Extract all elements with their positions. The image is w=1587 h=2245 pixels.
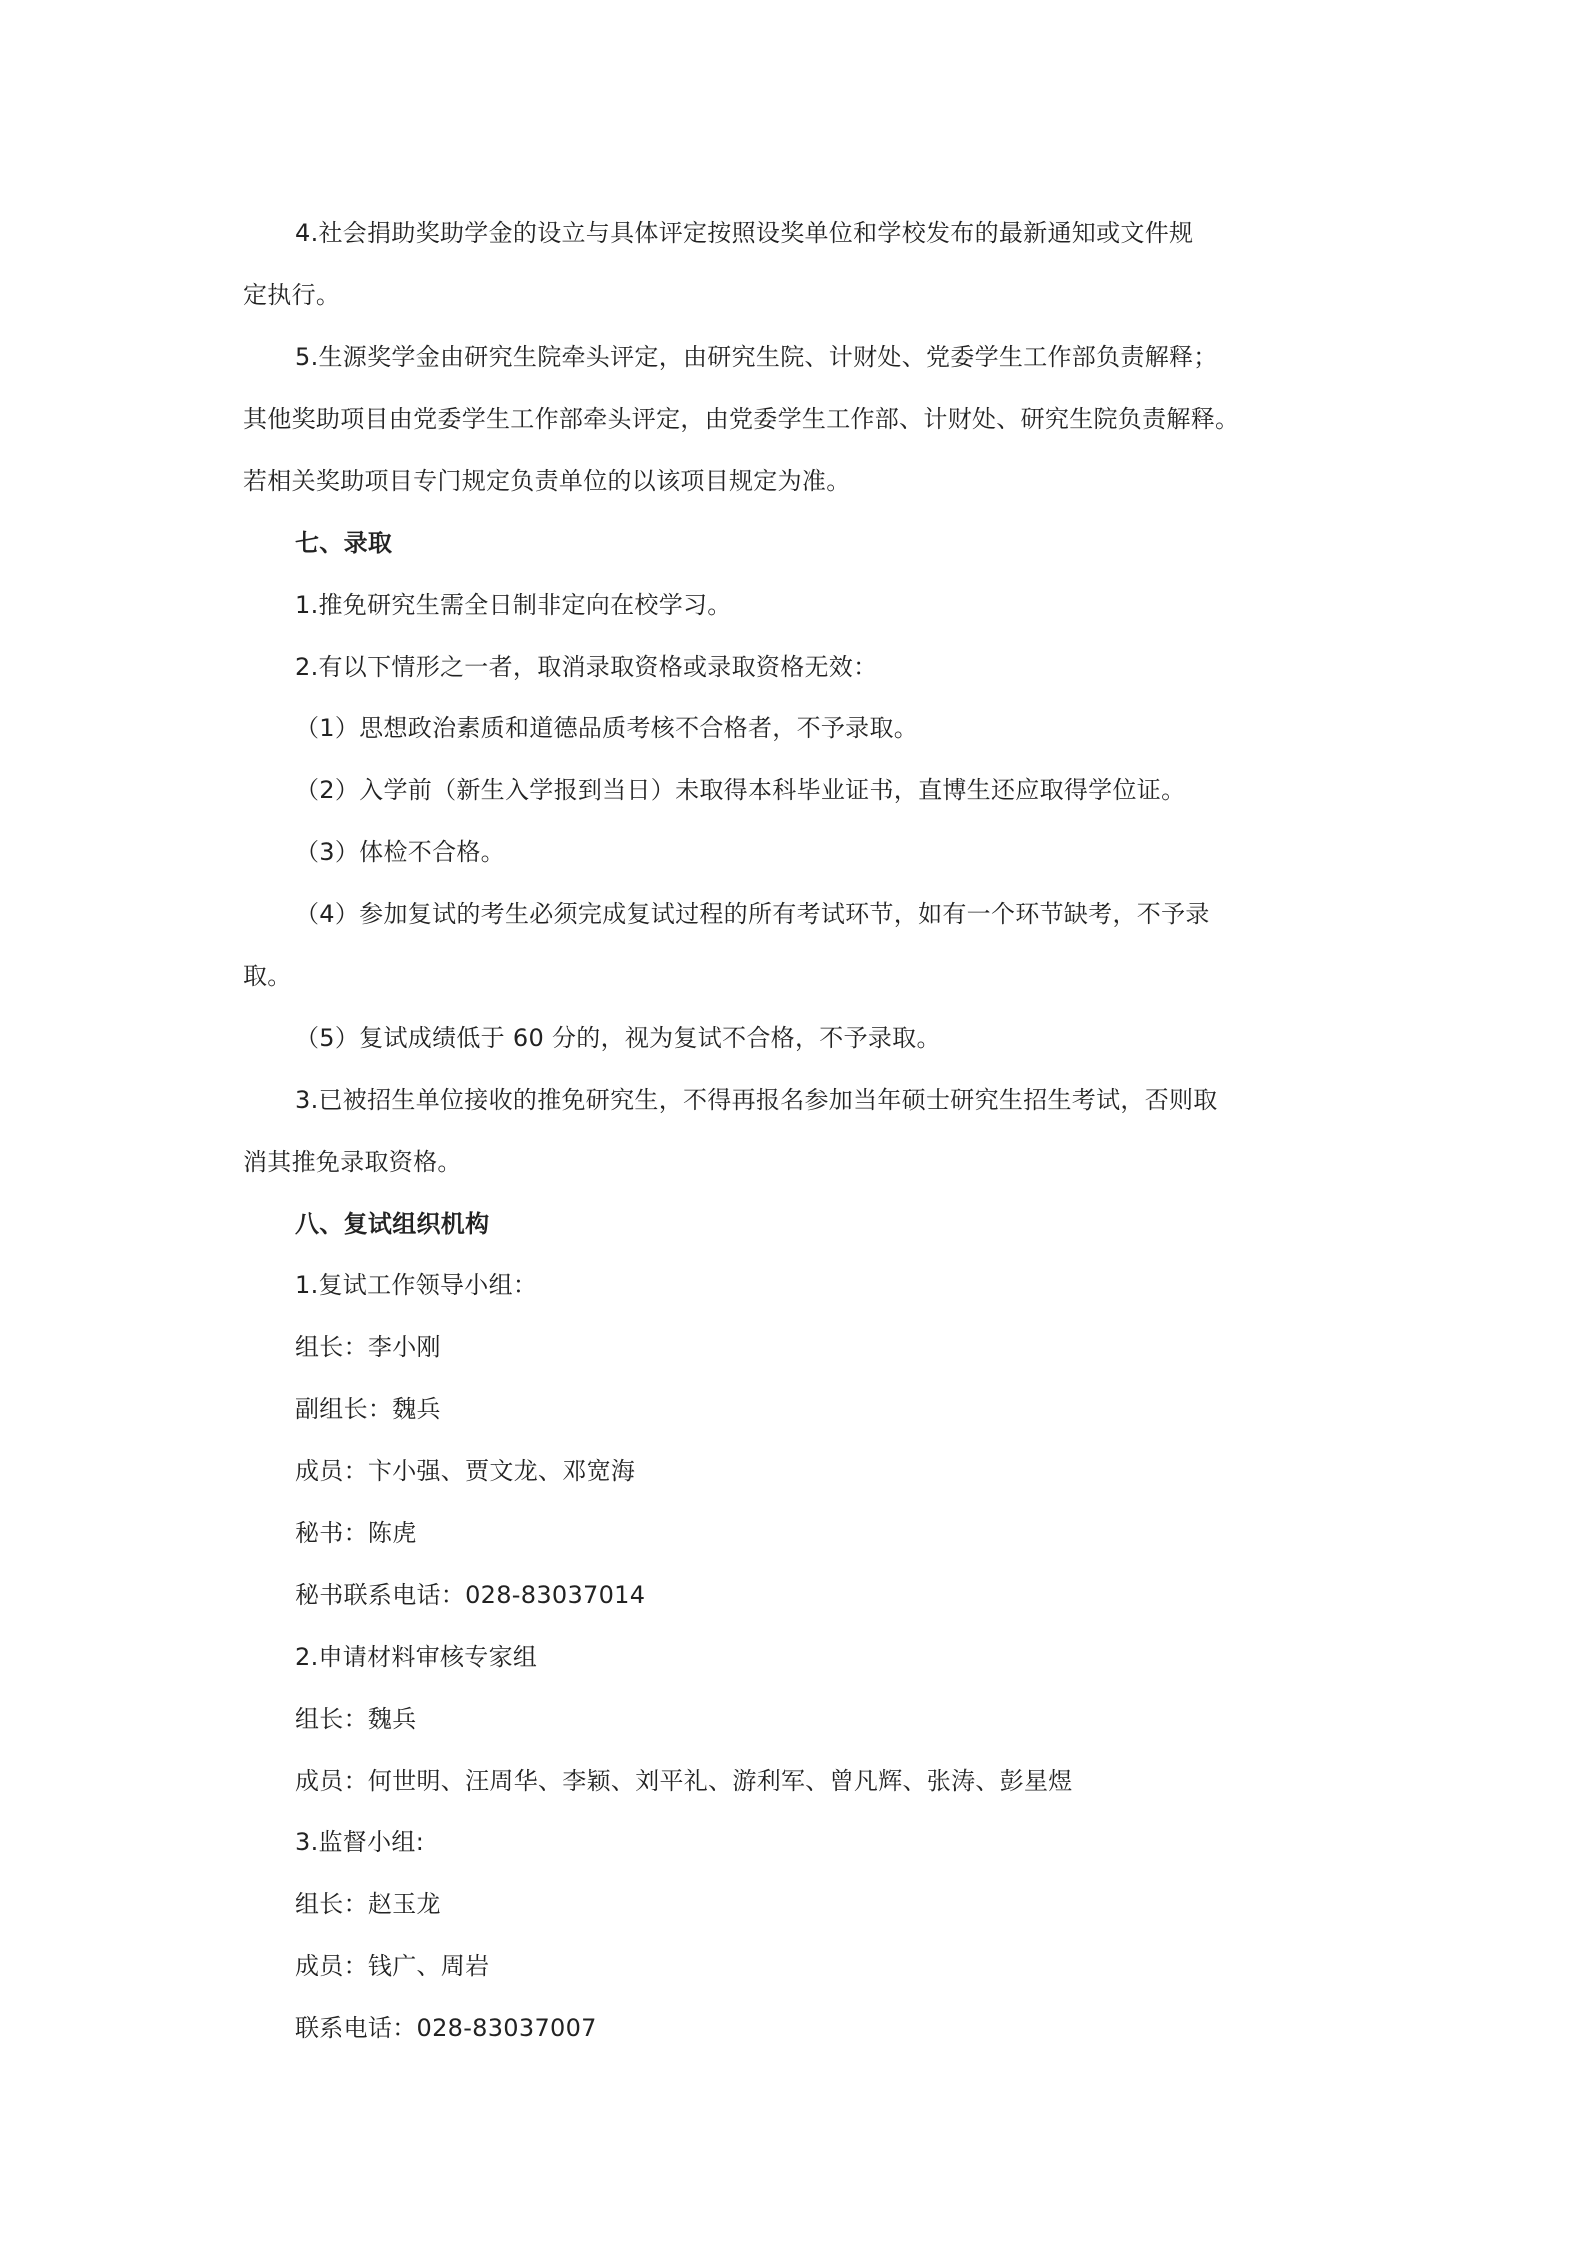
paragraph-line: 若相关奖助项目专门规定负责单位的以该项目规定为准。 <box>243 467 851 495</box>
paragraph-line: 1.复试工作领导小组： <box>295 1271 538 1299</box>
paragraph-line: 2.有以下情形之一者，取消录取资格或录取资格无效： <box>295 653 878 681</box>
paragraph-line: 成员：何世明、汪周华、李颖、刘平礼、游利军、曾凡辉、张涛、彭星煜 <box>295 1767 1073 1795</box>
paragraph-line: 联系电话：028-83037007 <box>295 2014 597 2042</box>
paragraph-line: 1.推免研究生需全日制非定向在校学习。 <box>295 591 732 619</box>
paragraph-line: 3.监督小组: <box>295 1828 425 1856</box>
paragraph-line: 秘书：陈虎 <box>295 1519 417 1547</box>
paragraph-line: 副组长：魏兵 <box>295 1395 441 1423</box>
paragraph-line: 5.生源奖学金由研究生院牵头评定，由研究生院、计财处、党委学生工作部负责解释； <box>295 343 1218 371</box>
paragraph-line: 消其推免录取资格。 <box>243 1148 462 1176</box>
paragraph-line: 3.已被招生单位接收的推免研究生，不得再报名参加当年硕士研究生招生考试，否则取 <box>295 1086 1218 1114</box>
paragraph-line: 取。 <box>243 962 292 990</box>
section-heading: 七、录取 <box>295 529 393 557</box>
paragraph-line: 成员：钱广、周岩 <box>295 1952 490 1980</box>
paragraph-line: 4.社会捐助奖助学金的设立与具体评定按照设奖单位和学校发布的最新通知或文件规 <box>295 219 1194 247</box>
paragraph-line: 组长：李小刚 <box>295 1333 441 1361</box>
paragraph-line: 组长：赵玉龙 <box>295 1890 441 1918</box>
section-heading: 八、复试组织机构 <box>295 1210 490 1238</box>
paragraph-line: 2.申请材料审核专家组 <box>295 1643 538 1671</box>
paragraph-line: 组长：魏兵 <box>295 1705 417 1733</box>
list-item: （3）体检不合格。 <box>295 838 505 866</box>
paragraph-line: 定执行。 <box>243 281 341 309</box>
paragraph-line: 其他奖助项目由党委学生工作部牵头评定，由党委学生工作部、计财处、研究生院负责解释。 <box>243 405 1240 433</box>
paragraph-line: 成员：卞小强、贾文龙、邓宽海 <box>295 1457 636 1485</box>
list-item: （1）思想政治素质和道德品质考核不合格者，不予录取。 <box>295 714 919 742</box>
list-item: （5）复试成绩低于 60 分的，视为复试不合格，不予录取。 <box>295 1024 941 1052</box>
paragraph-line: 秘书联系电话：028-83037014 <box>295 1581 646 1609</box>
list-item: （4）参加复试的考生必须完成复试过程的所有考试环节，如有一个环节缺考，不予录 <box>295 900 1210 928</box>
list-item: （2）入学前（新生入学报到当日）未取得本科毕业证书，直博生还应取得学位证。 <box>295 776 1186 804</box>
